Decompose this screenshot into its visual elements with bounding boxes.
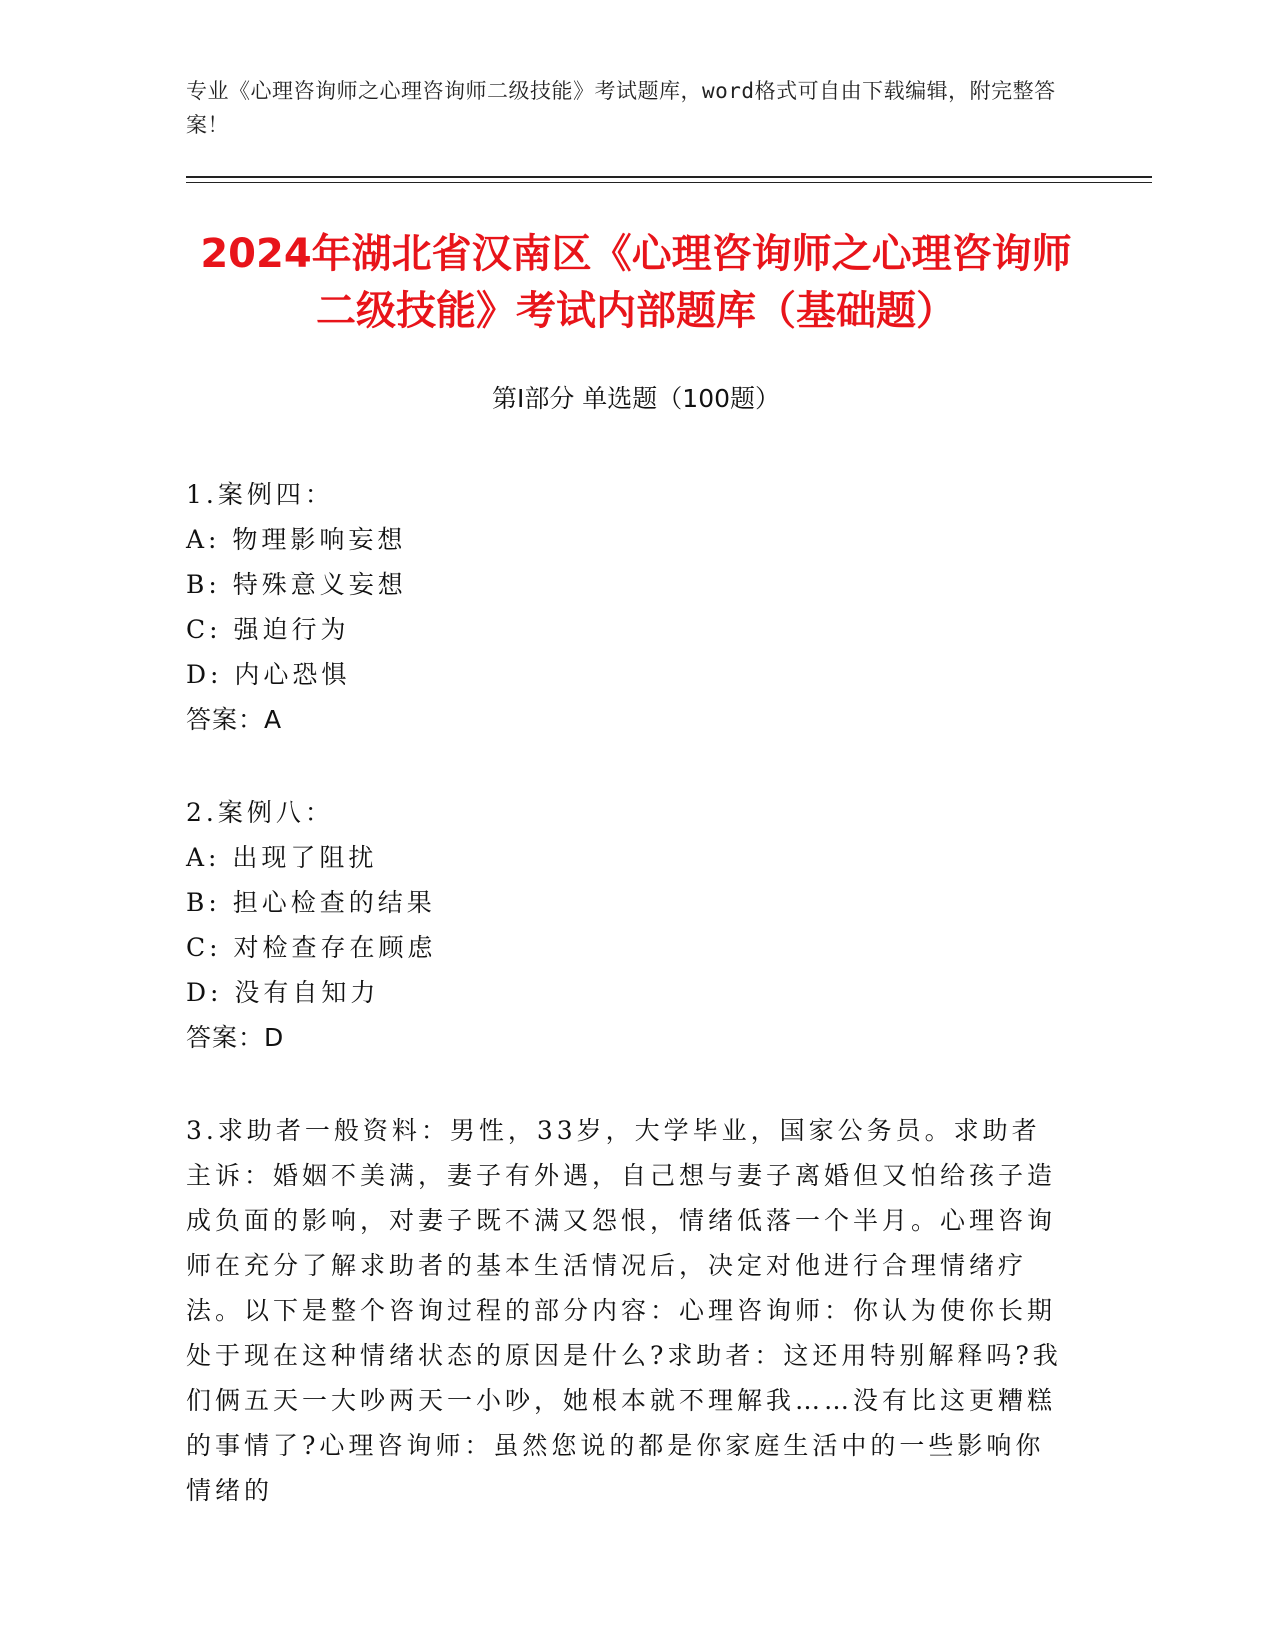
option-a: A: 物理影响妄想 xyxy=(186,525,407,554)
header-divider-thin xyxy=(186,182,1152,183)
option-c: C: 强迫行为 xyxy=(186,615,350,644)
document-title: 2024年湖北省汉南区《心理咨询师之心理咨询师二级技能》考试内部题库（基础题） xyxy=(200,231,1072,334)
answer: 答案：A xyxy=(186,705,283,734)
option-b: B: 特殊意义妄想 xyxy=(186,570,407,599)
question-2 xyxy=(186,790,1086,1060)
option-d: D: 内心恐惧 xyxy=(186,660,351,689)
option-c: C: 对检查存在顾虑 xyxy=(186,933,437,962)
question-1 xyxy=(186,472,1086,742)
option-d: D: 没有自知力 xyxy=(186,978,380,1007)
question-stem: 1.案例四： xyxy=(186,480,334,509)
question-3 xyxy=(186,1108,1086,1513)
question-stem: 2.案例八： xyxy=(186,798,334,827)
option-b: B: 担心检查的结果 xyxy=(186,888,436,917)
header-divider-thick xyxy=(186,176,1152,178)
section-heading: 第I部分 单选题（100题） xyxy=(491,384,781,413)
question-stem: 3.求助者一般资料：男性，33岁，大学毕业，国家公务员。求助者主诉：婚姻不美满，妻子有外遇，自己想与妻子离婚但又怕给孩子造成负面的影响，对妻子既不满又怨恨，情绪低落一个半月。心理咨询师在充分了解求助者的基本生活情况后，决定对他进行合理情绪疗法。以下是整个咨询过程的部分内容：心理咨询师：你认为使你长期处于现在这种情绪状态的原因是什么?求助者：这还用特别解释吗?我们俩五天一大吵两天一小吵，她根本就不理解我……没有比这更糟糕的事情了?心理咨询师：虽然您说的都是你家庭生活中的一些影响你情绪的 xyxy=(186,1116,1062,1505)
option-a: A: 出现了阻扰 xyxy=(186,843,378,872)
header-note: 专业《心理咨询师之心理咨询师二级技能》考试题库，word格式可自由下载编辑，附完整答案！ xyxy=(186,79,1056,137)
answer: 答案：D xyxy=(186,1023,285,1052)
